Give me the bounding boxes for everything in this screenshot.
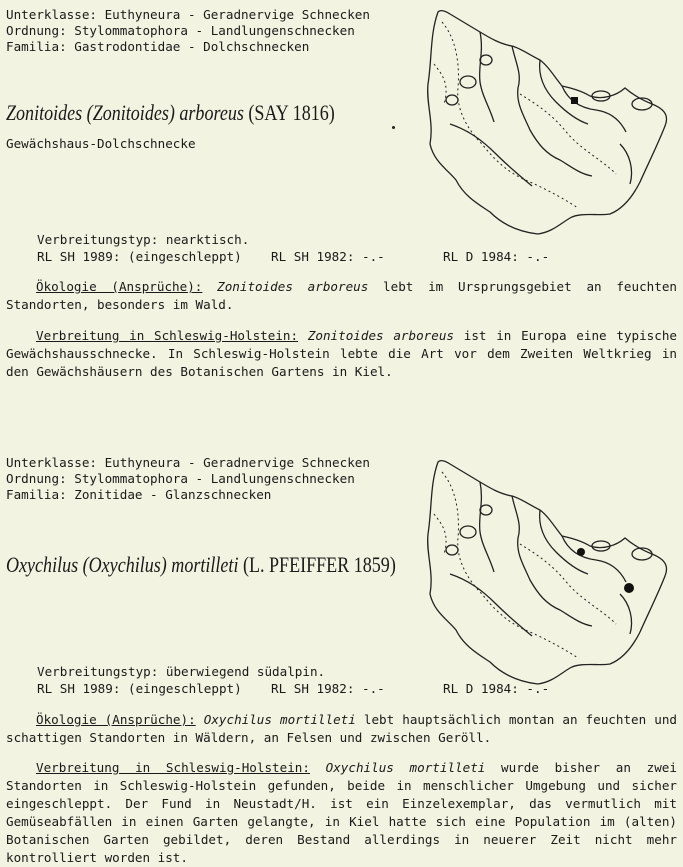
- find-marker-icon: [624, 583, 634, 593]
- species-name: Oxychilus (Oxychilus) mortilleti: [6, 552, 239, 577]
- distribution-map: [420, 4, 680, 239]
- species-author: (SAY 1816): [248, 100, 335, 125]
- species-title: [6, 100, 335, 126]
- verbreitung-paragraph: [6, 327, 677, 381]
- distribution-block: [37, 231, 597, 265]
- distribution-block: [37, 663, 597, 697]
- verbreitung-text: ist in Europa eine typische Gewächshausschnecke. In Schleswig-Holstein lebte die Art vor dem Zweiten Weltkrieg in den Gewächshäusern des Botanischen Gartens in Kiel.: [6, 328, 678, 379]
- verbreitung-paragraph: [6, 759, 677, 867]
- verbreitung-heading: Verbreitung in Schleswig-Holstein:: [36, 328, 299, 343]
- rl-d-1984: RL D 1984: -.-: [443, 681, 550, 696]
- schleswig-holstein-map-icon: [420, 454, 680, 689]
- verbreitungstyp: Verbreitungstyp: nearktisch.: [37, 232, 250, 247]
- oekologie-heading: Ökologie (Ansprüche):: [36, 712, 196, 727]
- taxonomy-order: Ordnung: Stylommatophora - Landlungenschnecken: [6, 23, 355, 38]
- verbreitung-heading: Verbreitung in Schleswig-Holstein:: [36, 760, 310, 775]
- verbreitung-text: wurde bisher an zwei Standorten in Schleswig-Holstein gefunden, beide in menschlicher Umgebung und sicher eingeschleppt. Der Fund in Neustadt/H. ist ein Einzelexemplar, das vermutlich mit Gemüseabfällen in einen Garten gelangte, in Kiel hatte sich eine Population im (alten) Botanischen Garten gebildet, deren Bestand allerdings in neuerer Zeit nicht mehr kontrolliert worden ist.: [6, 760, 677, 865]
- taxonomy-order: Ordnung: Stylommatophora - Landlungenschnecken: [6, 471, 355, 486]
- oekologie-heading: Ökologie (Ansprüche):: [36, 279, 203, 294]
- taxonomy-family: Familia: Zonitidae - Glanzschnecken: [6, 487, 272, 502]
- verbreitung-species: Zonitoides arboreus: [307, 328, 455, 343]
- taxonomy-subclass: Unterklasse: Euthyneura - Geradnervige Schnecken: [6, 455, 370, 470]
- schleswig-holstein-map-icon: [420, 4, 680, 239]
- find-marker-icon: [571, 97, 578, 104]
- oekologie-paragraph: [6, 711, 677, 747]
- speck-dot: [392, 126, 395, 129]
- distribution-map: [420, 454, 680, 689]
- species-name: Zonitoides (Zonitoides) arboreus: [6, 100, 244, 125]
- species-title: [6, 552, 396, 578]
- oekologie-species: Zonitoides arboreus: [217, 279, 369, 294]
- rl-sh-1989: RL SH 1989: (eingeschleppt): [37, 681, 242, 696]
- taxonomy-family: Familia: Gastrodontidae - Dolchschnecken: [6, 39, 310, 54]
- red-list-row: [37, 680, 597, 697]
- rl-sh-1982: RL SH 1982: -.-: [271, 681, 385, 696]
- oekologie-species: Oxychilus mortilleti: [203, 712, 356, 727]
- rl-d-1984: RL D 1984: -.-: [443, 249, 550, 264]
- species-author: (L. PFEIFFER 1859): [242, 552, 396, 577]
- taxonomy-block: [6, 7, 370, 55]
- taxonomy-block: [6, 455, 370, 503]
- oekologie-text: lebt hauptsächlich montan an feuchten und schattigen Standorten in Wäldern, an Felsen und zwischen Geröll.: [6, 712, 677, 745]
- species-entry-zonitoides: [0, 0, 683, 420]
- verbreitungstyp: Verbreitungstyp: überwiegend südalpin.: [37, 664, 326, 679]
- oekologie-text: lebt im Ursprungsgebiet an feuchten Standorten, besonders im Wald.: [6, 279, 677, 312]
- species-entry-oxychilus: [0, 448, 683, 865]
- red-list-row: [37, 248, 597, 265]
- verbreitung-species: Oxychilus mortilleti: [325, 760, 486, 775]
- rl-sh-1982: RL SH 1982: -.-: [271, 249, 385, 264]
- rl-sh-1989: RL SH 1989: (eingeschleppt): [37, 249, 242, 264]
- taxonomy-subclass: Unterklasse: Euthyneura - Geradnervige Schnecken: [6, 7, 370, 22]
- common-name: Gewächshaus-Dolchschnecke: [6, 136, 196, 151]
- oekologie-paragraph: [6, 278, 677, 314]
- find-marker-icon: [577, 548, 585, 556]
